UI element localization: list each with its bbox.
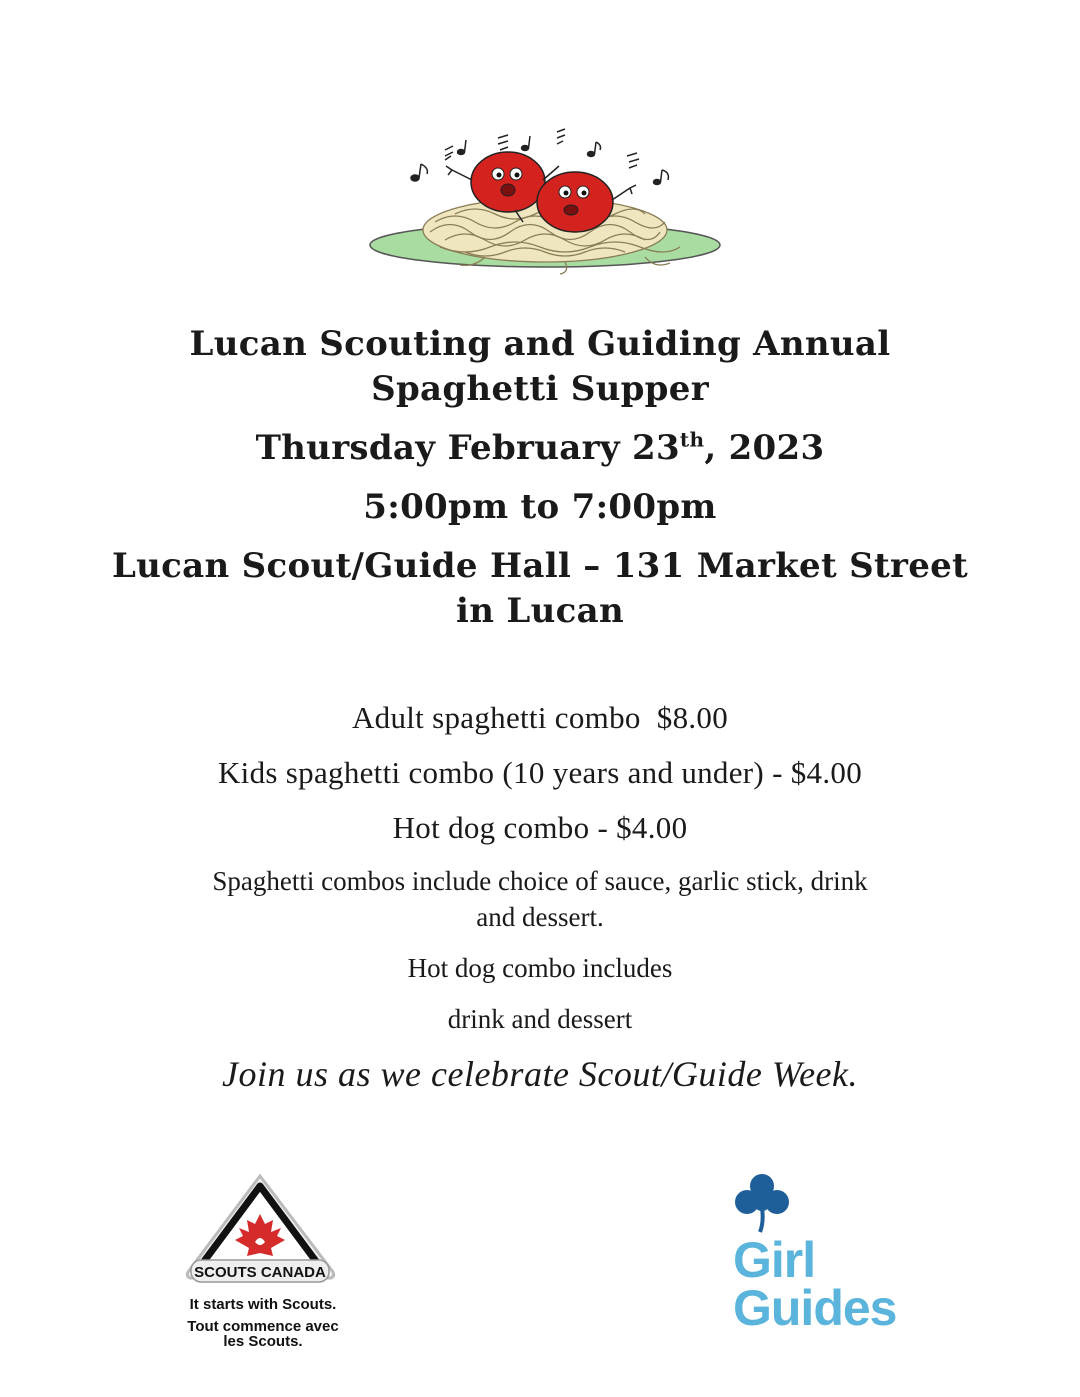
hotdog-includes-line2: drink and dessert: [447, 1004, 633, 1034]
trefoil-icon: [733, 1172, 791, 1234]
hotdog-includes-line1: Hot dog combo includes: [407, 953, 673, 983]
scouts-canada-logo: [183, 1172, 338, 1292]
spaghetti-illustration: [365, 122, 735, 287]
event-title-line1: Lucan Scouting and Guiding Annual: [189, 324, 891, 364]
guides-word-guides: Guides: [733, 1280, 897, 1336]
scouts-tagline: [160, 1297, 366, 1350]
menu-hotdog: Hot dog combo - $4.00: [392, 810, 688, 845]
tagline: Join us as we celebrate Scout/Guide Week.: [222, 1054, 858, 1094]
event-date: [0, 426, 1080, 471]
spaghetti-includes-line1: Spaghetti combos include choice of sauce, garlic stick, drink: [212, 866, 868, 896]
scouts-tag-line2: Tout commence avec: [187, 1318, 339, 1335]
event-location: [0, 544, 1080, 634]
event-title-line2: Spaghetti Supper: [371, 369, 709, 409]
guides-word-girl: Girl: [733, 1232, 816, 1288]
spaghetti-includes-line2: and dessert.: [476, 902, 604, 932]
spaghetti-includes: [0, 863, 1080, 935]
menu-adult: Adult spaghetti combo $8.00: [351, 700, 729, 735]
scouts-tag-line1: It starts with Scouts.: [189, 1296, 337, 1313]
date-suffix: th: [679, 427, 705, 452]
date-prefix: Thursday February 23: [255, 428, 680, 468]
location-line2: in Lucan: [456, 591, 624, 631]
location-line1: Lucan Scout/Guide Hall – 131 Market Street: [111, 546, 969, 586]
scouts-name: SCOUTS CANADA: [194, 1264, 326, 1281]
scouts-tag-line3: les Scouts.: [223, 1333, 303, 1350]
event-time: 5:00pm to 7:00pm: [363, 487, 717, 527]
menu-kids: Kids spaghetti combo (10 years and under) - $4.00: [217, 755, 863, 790]
event-title: [0, 322, 1080, 412]
date-year: , 2023: [704, 428, 825, 468]
